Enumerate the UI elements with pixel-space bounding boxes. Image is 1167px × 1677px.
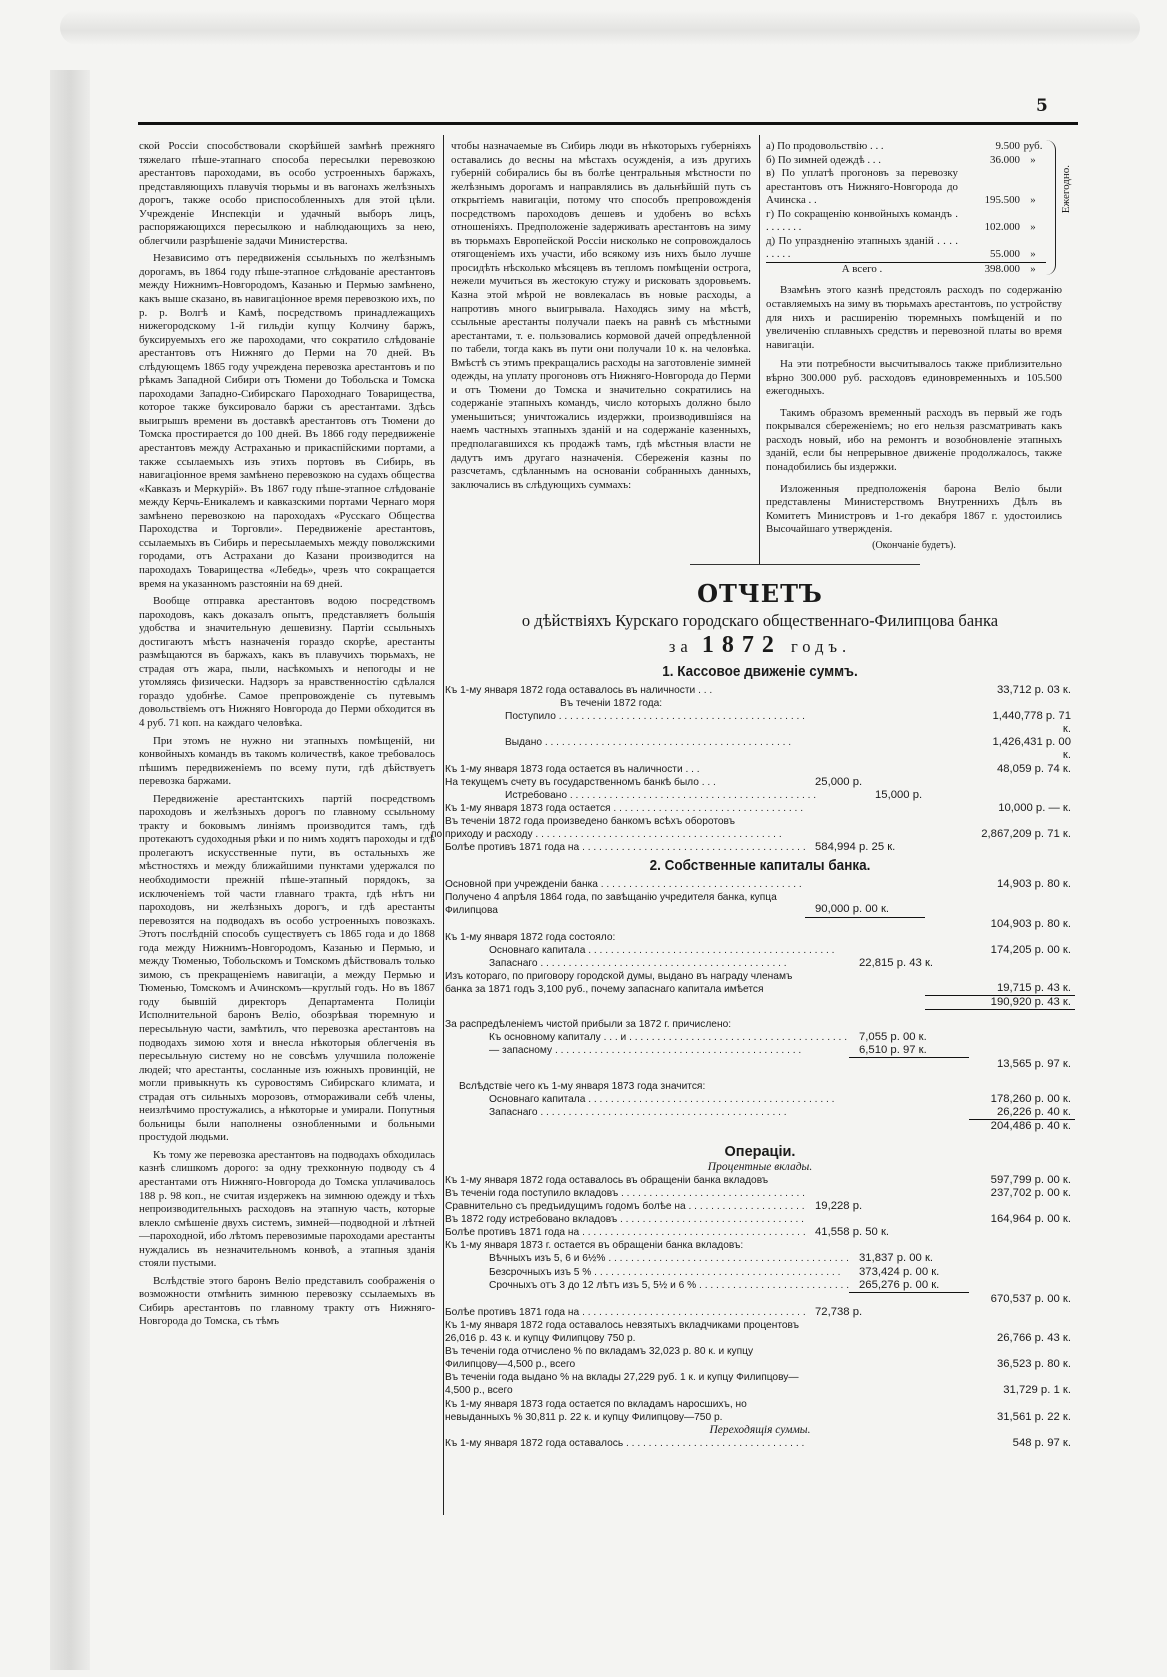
table-row: Въ 1872 году истребовано вкладовъ . . . 164,964 р. 00 к.	[445, 1213, 1075, 1226]
section-heading-operations: Операціи.	[724, 1143, 796, 1160]
page-number: 5	[1036, 96, 1048, 116]
table-row: Изъ котораго, по приговору городской думы, выдано въ награду членамъ банка за 1871 годъ 3,100 руб., почему запаснаго капитала имѣется 19,715 р. 43 к.	[445, 970, 1075, 996]
table-row: Болѣе противъ 1871 года на . . . 41,558 р. 50 к.	[445, 1226, 1075, 1239]
table-row: Запаснаго . . . 22,815 р. 43 к.	[445, 957, 1075, 970]
table-row: Истребовано . . . 15,000 р.	[445, 789, 1075, 802]
table-row: Въ теченіи года отчислено % по вкладамъ 32,023 р. 80 к. и купцу Филипцову—4,500 р., всего 36,523 р. 80 к.	[445, 1346, 1071, 1371]
paragraph: Къ тому же перевозка арестантовъ на подводахъ обходилась казнѣ слишкомъ дорого: за одну трехконную подводу съ 4 арестантами отъ Нижняго-Новгорода до Томска уплачивалось 188 р. 98 коп., не считая издержекъ на зимнюю одежду и тѣхъ непроизводительныхъ расходовъ на этапную часть, которые влекло смѣшеніе двухъ системъ, зимней—подводной и лѣтней—пароходной, ибо лѣтомъ перевозимые пароходами арестанты нуждались въ незначительномъ конвоѣ, а этапныя зданія стояли пустыми.	[139, 1148, 435, 1270]
table-row: Получено 4 апрѣля 1864 года, по завѣщанію учредителя банка, купца Филипцова 90,000 р. 00 к.	[445, 891, 1075, 917]
paragraph: ской Россіи способствовали скорѣйшей замѣнѣ прежняго тяжелаго пѣше-этапнаго способа пересылки перевозкою арестантовъ пароходами, въ особо устроенныхъ баржахъ, представляющихъ плавучія тюрьмы и въ вагонахъ желѣзныхъ дорогъ, также особо приспособленныхъ для этой цѣли. Учрежденіе Инспекціи и удачный выборъ лицъ, распоряжающихся пересылкою и наблюдающихъ за нею, облегчили разрѣшеніе задачи Министерства.	[139, 140, 435, 247]
table-row: 104,903 р. 80 к.	[990, 917, 1071, 930]
scan-shadow	[60, 10, 1140, 45]
section-heading-capital: 2. Собственные капиталы банка.	[649, 857, 871, 875]
table-row: Къ 1-му января 1872 года оставалось въ наличности . . . 33,712 р. 03 к.	[445, 684, 1071, 696]
savings-row: б) По зимней одеждѣ . . . 36.000 »	[766, 153, 1036, 166]
bank-report	[431, 579, 1075, 1450]
paragraph: Взамѣнъ этого казнѣ предстоялъ расходъ по содержанію оставляемыхъ на зиму въ тюрьмахъ арестантовъ, по устройству для нихъ и расширенію тюремныхъ помѣщеній и по увеличенію сплавныхъ средствъ и перевозной платы во время навигаціи.	[766, 284, 1062, 351]
paragraph: Такимъ образомъ временный расходъ въ первый же годъ покрывался сбереженіемъ; но его нельзя разсматривать какъ расходъ новый, ибо на ремонтъ и возобновленіе этапныхъ зданій, если бы непрерывное движеніе продолжалось, также понадобились бы издержки.	[766, 406, 1062, 474]
savings-table	[766, 140, 1046, 276]
report-year-line: за 1872 годъ.	[668, 632, 852, 658]
binding-edge	[50, 70, 90, 1670]
table-row: Болѣе противъ 1871 года на . . . 72,738 р.	[445, 1306, 1075, 1319]
table-row: Выдано . . . 1,426,431 р. 00 к.	[445, 736, 1075, 762]
savings-row: г) По сокращенію конвойныхъ командъ . . . . . . . . 102.000 »	[766, 207, 1036, 234]
paragraph: Вслѣдствіе этого баронъ Веліо представилъ соображенія о возможности отмѣнить зимнюю перевозку ссылаемыхъ въ Сибирь арестантовъ по главному тракту отъ Нижняго-Новгорода до Томска, съ тѣмъ	[139, 1274, 435, 1328]
paragraph: чтобы назначаемые въ Сибирь люди въ нѣкоторыхъ губерніяхъ оставались до весны на мѣстахъ осужденія, а изъ другихъ губерній собирались бы въ болѣе центральныя мѣстности по желѣзнымъ дорогамъ и направлялись въ дальнѣйшій путь съ открытіемъ навигаціи, потому что способъ препровожденія посредствомъ пароходовъ дешевъ и удобенъ во всѣхъ отношеніяхъ. Предположеніе задерживать арестантовъ на зиму въ тюрьмахъ Европейской Россіи нисколько не сопровождалось отягощеніемъ ихъ участи, ибо всякому изъ нихъ было лучше просидѣть нѣсколько мѣсяцевъ въ тепломъ помѣщеніи острога, нежели мучиться въ жестокую стужу и рисковать здоровьемъ. Казна этой мѣрой не вовлекалась въ новые расходы, а напротивъ много выигрывала. Находясь зиму на мѣстѣ, ссыльные арестанты получали паекъ на равнѣ съ мѣстными арестантами, т. е. пользовались кормовой дачей опредѣленной по табели, тогда какъ въ пути они получали 10 к. на человѣка. Вмѣстѣ съ этимъ прекращались расходы на заготовленіе зимней одежды, на уплату прогоновъ отъ Нижняго-Новгорода до Перми и отъ Тюмени до Томска и значительно сократились на содержаніе этапныхъ командъ, число которыхъ должно было уменьшиться; уничтожались издержки, производившіяся на наемъ частныхъ этапныхъ зданій и на содержаніе казенныхъ, предполагавшихся къ продажѣ тамъ, гдѣ мѣстныя власти не дадутъ имъ другаго назначенія. Сбереженія казны по разсчетамъ, сдѣланнымъ на основаніи собранныхъ данныхъ, заключались въ слѣдующихъ суммахъ:	[451, 140, 751, 491]
table-row: 204,486 р. 40 к.	[990, 1119, 1071, 1132]
table-row: Въ теченіи 1872 года произведено банкомъ всѣхъ оборотовъ	[445, 815, 735, 827]
article-column-3	[766, 140, 1062, 552]
subheading-transit-sums: Переходящія суммы.	[709, 1423, 811, 1436]
column-divider-1	[443, 135, 444, 1515]
report-title: ОТЧЕТЪ	[697, 579, 823, 608]
table-row: Къ 1-му января 1872 года оставалось . . . 548 р. 97 к.	[445, 1437, 1075, 1450]
table-row: Къ 1-му января 1872 года оставалось невзятыхъ вкладчиками процентовъ 26,016 р. 43 к. и купцу Филипцову 750 р. 26,766 р. 43 к.	[445, 1319, 1071, 1345]
operations-table	[445, 1174, 1075, 1424]
table-row: Къ 1-му января 1873 года остается . . . 10,000 р. — к.	[445, 802, 1075, 815]
cash-movement-table	[431, 684, 1075, 854]
table-row: Къ 1-му января 1873 года остается по вкладамъ наросшихъ, но невыданныхъ % 30,811 р. 22 к. и купцу Филипцову—750 р. 31,561 р. 22 к.	[445, 1398, 1071, 1423]
table-row: Основнаго капитала . . . 174,205 р. 00 к.	[445, 944, 1075, 957]
annually-label: Ежегодно.	[1060, 165, 1072, 214]
paragraph: Изложенныя предположенія барона Веліо были представлены Министерствомъ Внутреннихъ Дѣлъ въ Комитетъ Министровъ и 1-го декабря 1867 г. удостоились Высочайшаго утвержденія.	[766, 482, 1062, 536]
article-column-2	[451, 140, 751, 492]
table-row: Болѣе противъ 1871 года на . . . 584,994 р. 25 к.	[445, 841, 1075, 854]
savings-row: д) По упраздненію этапныхъ зданій . . . . . . . . . 55.000 »	[766, 234, 1036, 261]
section-rule	[690, 564, 920, 565]
table-row: Въ теченіи 1872 года:	[560, 698, 663, 710]
table-row: Основнаго капитала . . . 178,260 р. 00 к.	[445, 1093, 1075, 1106]
capital-table	[445, 878, 1075, 1133]
table-row: Къ основному капиталу . . . и . . . 7,055 р. 00 к.	[445, 1031, 1075, 1044]
paragraph: На эти потребности высчитывалось также приблизительно вѣрно 300.000 руб. расходовъ единовременныхъ и 105.500 ежегодныхъ.	[766, 358, 1062, 398]
table-row: — запасному . . . 6,510 р. 97 к.	[445, 1044, 1075, 1058]
paragraph: Передвиженіе арестантскихъ партій посредствомъ пароходовъ и желѣзныхъ дорогъ по главному ссыльному тракту и боковымъ линіямъ производится тамъ, гдѣ протекаютъ судоходныя рѣки и по нимъ ходятъ пароходы и гдѣ пролегаютъ искусственные пути, въ остальныхъ же мѣстностяхъ и между ближайшими пунктами удержался по необходимости прежній пѣше-этапный порядокъ, за исключеніемъ той части главнаго тракта, гдѣ нѣтъ ни пароходовъ, ни желѣзныхъ дорогъ, и гдѣ арестанты перевозятся на подводахъ въ особо устроенныхъ повозкахъ. Этотъ послѣдній способъ существуетъ съ 1865 года и до 1868 года между Нижнимъ-Новгородомъ, Казанью и Пермью, и между Тюменью, Тобольскомъ и Томскомъ дѣйствовалъ только зимою, съ прекращеніемъ навигаціи, а между Пермью и Тюменью, Томскомъ и Ачинскомъ—круглый годъ. Но въ 1867 году бывшій директоръ Департамента Полиціи Исполнительной баронъ Веліо, обозрѣвая тюремную и пересыльную части, замѣтилъ, что перевозка арестантовъ на подводахъ зимою хотя и внесла нѣкоторыя облегченія въ пересыльную систему но не совсѣмъ улучшила положеніе людей; что арестанты, сосланные изъ южныхъ провинцій, не могли привыкнуть къ суровостямъ Сибирскаго климата, и страдая отъ сильныхъ морозовъ, отмораживали себѣ члены, неизлѣчимо простужались, а нѣкоторые и умирали. Попутныя больницы были наполнены ознобленными и больными простудой людьми.	[139, 792, 435, 1144]
table-row: Вслѣдствіе чего къ 1-му января 1873 года значится:	[459, 1080, 706, 1092]
report-year: 1872	[701, 632, 782, 658]
table-row: За распредѣленіемъ чистой прибыли за 1872 г. причислено:	[445, 1019, 732, 1031]
table-row: Къ 1-му января 1873 г. остается въ обращеніи банка вкладовъ:	[445, 1240, 744, 1252]
paragraph: Независимо отъ передвиженія ссыльныхъ по желѣзнымъ дорогамъ, въ 1864 году пѣше-этапное слѣдованіе арестантовъ между Нижнимъ-Новгородомъ, Казанью и Пермью замѣнено, какъ выше сказано, въ навигаціонное время перевозкою ихъ, по р. р. Волгѣ и Камѣ, посредствомъ принадлежащихъ нижегородскому 1-й гильдіи купцу Колчину баржъ, буксируемыхъ его же пароходами, что сократило слѣдованіе арестантовъ отъ Нижняго до Перми на 70 дней. Въ слѣдующемъ 1865 году учреждена перевозка арестантовъ и по рѣкамъ Западной Сибири отъ Тюмени до Тобольска и Томска пароходами Западно-Сибирскаго Пароходнаго Товарищества, которое также буксировало баржи съ арестантами. Здѣсь выигрышъ времени въ доставкѣ арестантовъ отъ Тюмени до Томска простирается до 100 дней. Въ 1866 году передвиженіе арестантовъ между Астраханью и прикаспійскими портами, а также ссылаемыхъ изъ этихъ портовъ въ Сибирь, въ навигаціонное время замѣнено перевозкою на судахъ общества «Кавказъ и Меркурій». Въ 1867 году пѣше-этапное слѣдованіе между Керчь-Еникалемъ и кавказскими портами Чернаго моря замѣнено перевозкою на пароходахъ «Русскаго Общества Пароходства и Торговли». Передвиженіе арестантовъ, ссылаемыхъ въ Сибирь и пересылаемыхъ между поволжскими городами, отъ Астрахани до Казани производится на пароходахъ Товарищества «Лебедь», чрезъ что сокращается время на указанномъ разстояніи на 69 дней.	[139, 252, 435, 590]
savings-row: а) По продовольствію . . . 9.500 руб.	[766, 140, 1043, 152]
table-row: Къ 1-му января 1872 года состояло:	[445, 931, 616, 943]
table-row: Сравнительно съ предъидущимъ годомъ болѣе на . . . 19,228 р.	[445, 1200, 1075, 1213]
table-row: На текущемъ счету въ государственномъ банкѣ было . . . 25,000 р.	[445, 775, 863, 788]
table-row: по приходу и расходу . . . 2,867,209 р. 71 к.	[445, 828, 1075, 841]
column-divider-2	[759, 135, 760, 565]
table-row: Безсрочныхъ изъ 5 % . . . 373,424 р. 00 к.	[445, 1266, 1075, 1279]
table-row: 190,920 р. 43 к.	[445, 996, 1075, 1010]
table-row: Въ теченіи года выдано % на вклады 27,229 руб. 1 к. и купцу Филипцову—4,500 р., всего 31,729 р. 1 к.	[445, 1372, 1071, 1397]
transit-sums-table	[445, 1437, 1075, 1450]
header-rule	[138, 122, 1078, 125]
paragraph: Вообще отправка арестантовъ водою посредствомъ пароходовъ, какъ доказалъ опытъ, представляетъ большія удобства и значительную дешевизну. Партіи ссыльныхъ достигаютъ мѣстъ назначенія гораздо скорѣе, арестанты размѣщаются въ баржахъ, какъ въ плавучихъ тюрьмахъ, не страдая отъ жара, пыли, насѣкомыхъ и непогоды и не утомляясь физически. Надзоръ за нравственностію сдѣлался гораздо удобнѣе. Самое препровожденіе съ путевымъ довольствіемъ отъ Нижняго Новгорода до Перми обходится въ 4 руб. 71 коп. на каждаго человѣка.	[139, 595, 435, 729]
table-row: Основной при учрежденіи банка . . . 14,903 р. 80 к.	[445, 878, 1075, 891]
article-column-1	[139, 140, 435, 1329]
table-row: Къ 1-му января 1873 года остается въ наличности . . . 48,059 р. 74 к.	[445, 762, 1071, 775]
table-row: Въ теченіи года поступило вкладовъ . . . 237,702 р. 00 к.	[445, 1187, 1075, 1200]
table-row: Къ 1-му января 1872 года оставалось въ обращеніи банка вкладовъ 597,799 р. 00 к.	[445, 1173, 1071, 1186]
savings-row: в) По уплатѣ прогоновъ за перевозку арестантовъ отъ Нижняго-Новгорода до Ачинска . . 195.500 »	[766, 167, 1036, 207]
table-row: Запаснаго . . . 26,226 р. 40 к.	[445, 1106, 1075, 1120]
table-row: Вѣчныхъ изъ 5, 6 и 6½% . . . 31,837 р. 00 к.	[445, 1252, 1075, 1265]
table-row: 670,537 р. 00 к.	[990, 1292, 1071, 1305]
section-heading-cash: 1. Кассовое движеніе суммъ.	[662, 663, 858, 680]
table-row: Срочныхъ отъ 3 до 12 лѣтъ изъ 5, 5½ и 6 % . . . 265,276 р. 00 к.	[445, 1279, 1075, 1293]
report-subtitle: о дѣйствіяхъ Курскаго городскаго общественнаго-Филипцова банка	[521, 611, 999, 630]
brace-bracket	[1045, 140, 1056, 275]
savings-total-row: А всего . 398.000 »	[766, 262, 1046, 276]
table-row: Поступило . . . 1,440,778 р. 71 к.	[445, 710, 1075, 736]
subheading-interest-deposits: Процентные вклады.	[707, 1160, 813, 1173]
paragraph: При этомъ не нужно ни этапныхъ помѣщеній, ни конвойныхъ командъ въ такомъ количествѣ, какое требовалось пѣшимъ передвиженіемъ по всему пути, гдѣ дѣйствуетъ перевозка баржами.	[139, 734, 435, 788]
to-be-continued-note: (Окончаніе будетъ).	[872, 539, 956, 551]
table-row: 13,565 р. 97 к.	[996, 1058, 1071, 1071]
